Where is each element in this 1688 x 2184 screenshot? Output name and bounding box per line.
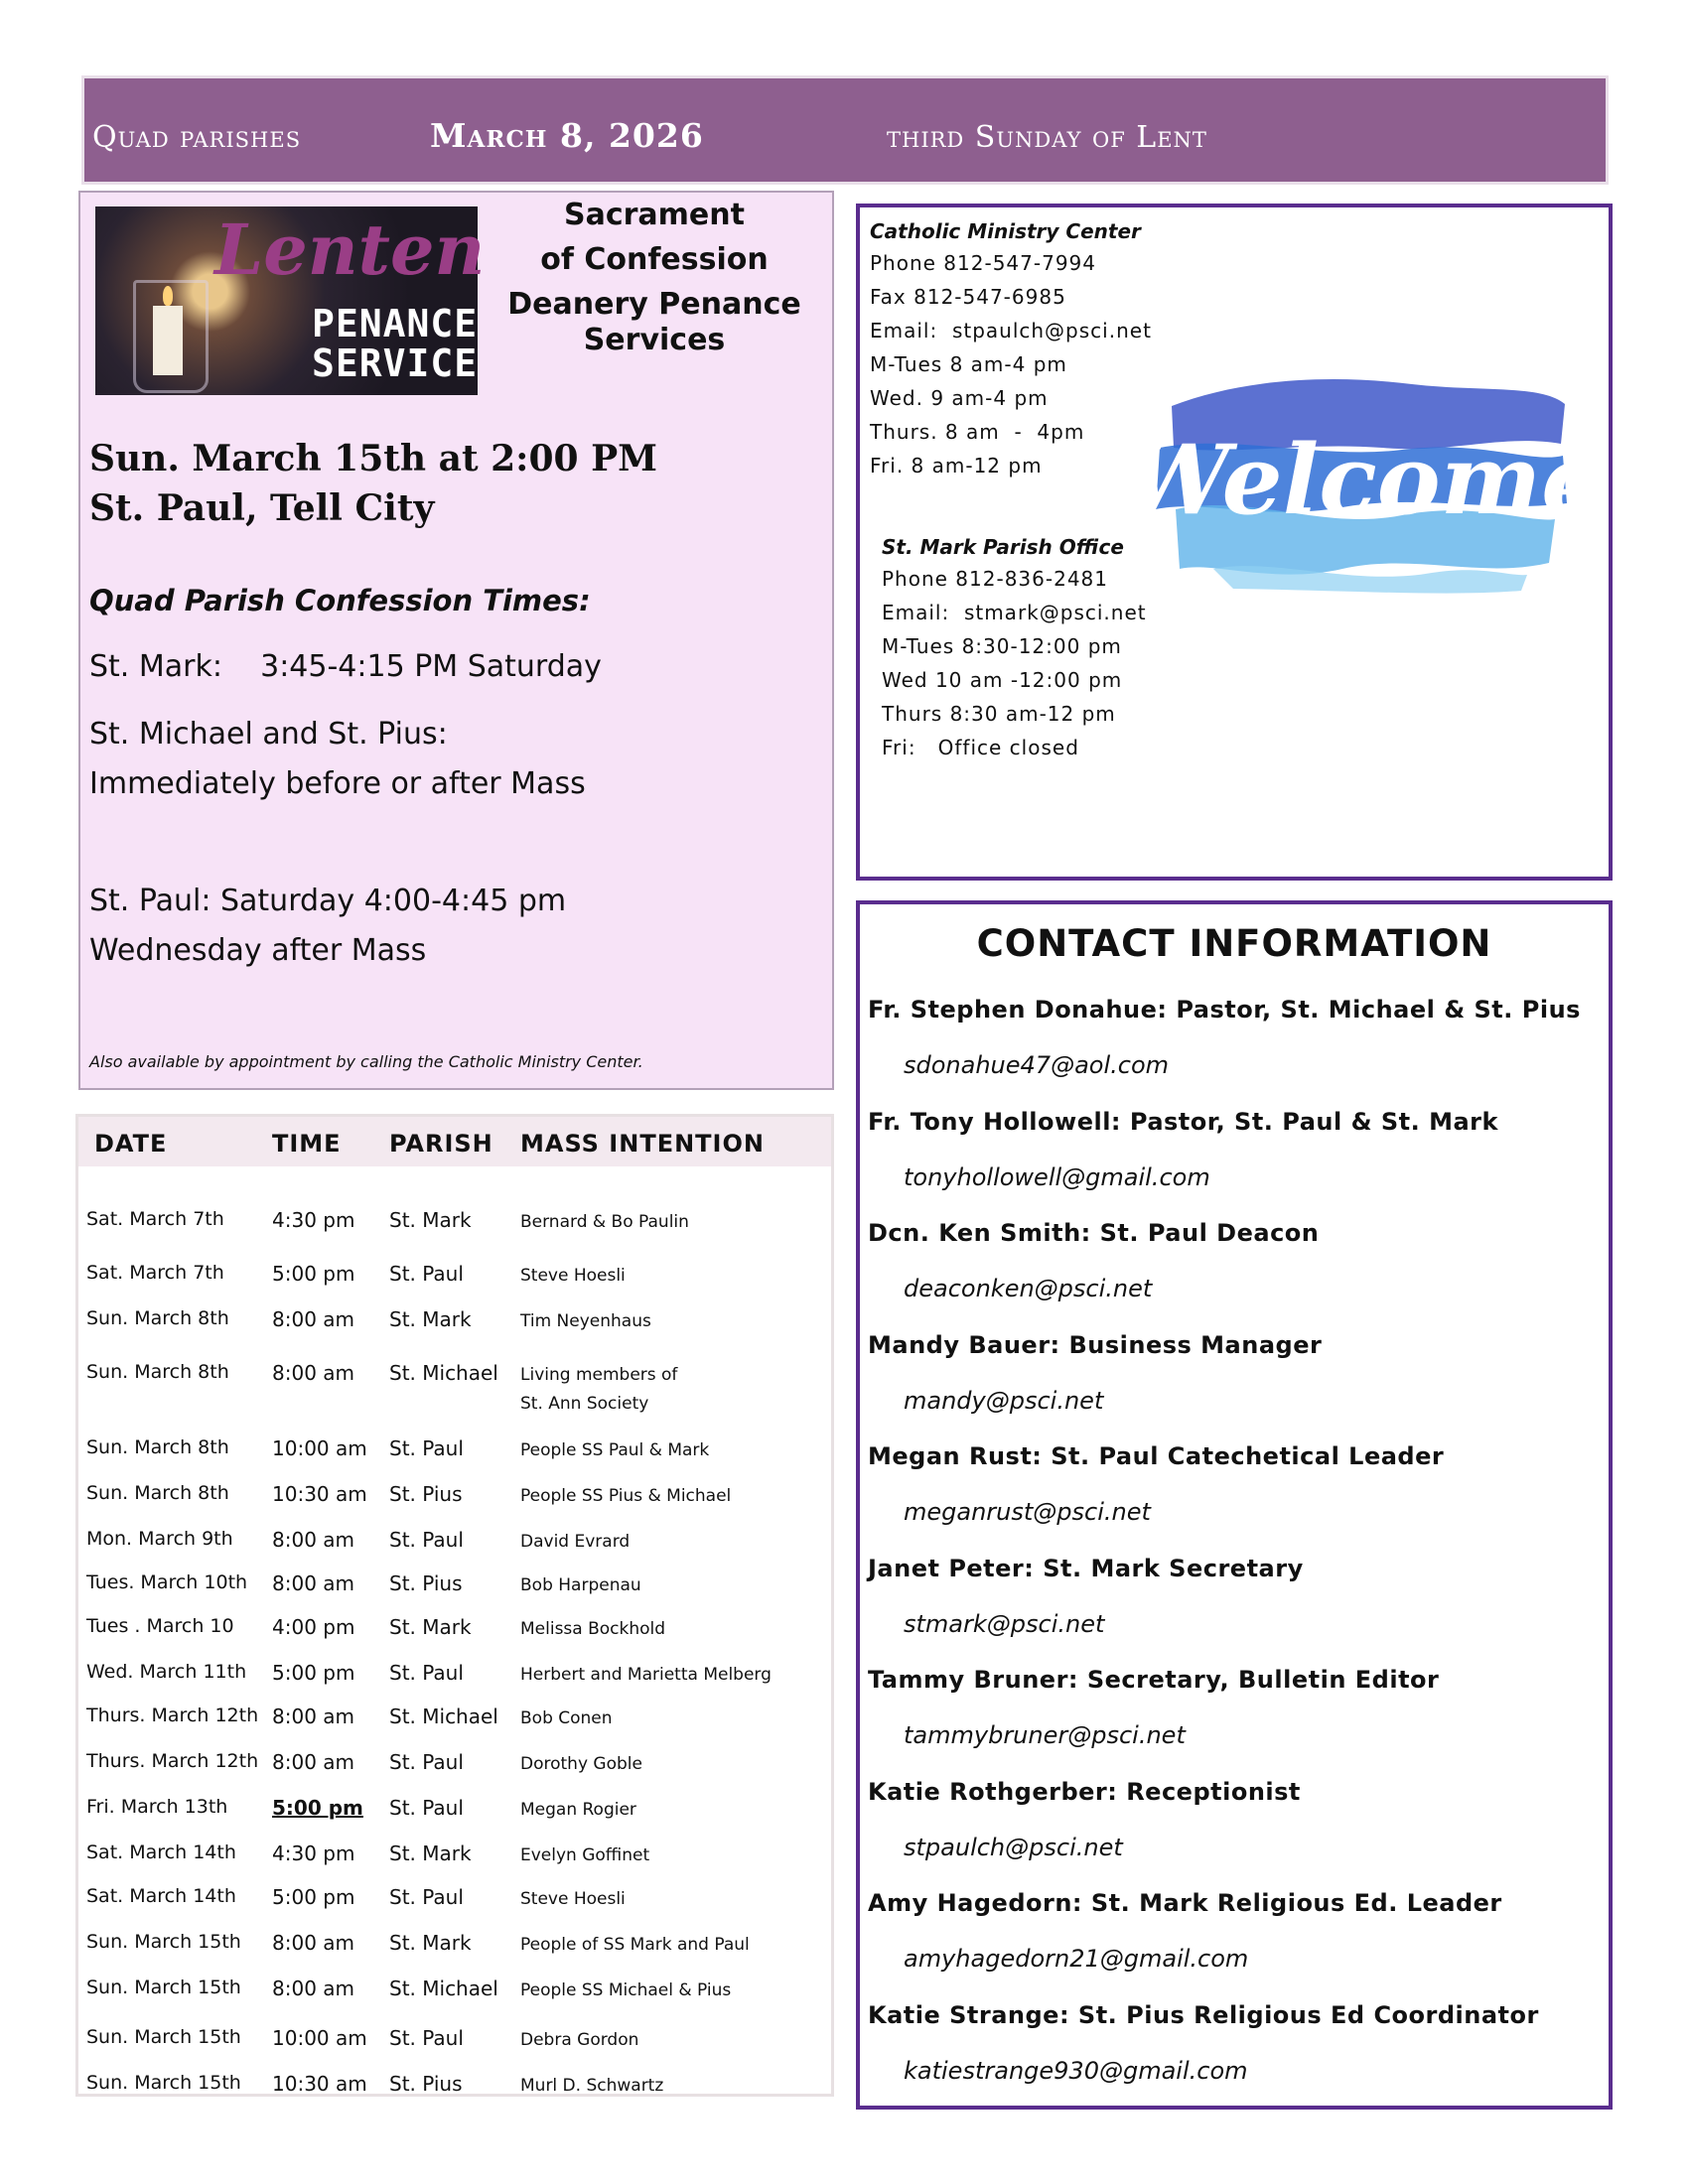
cmc-title: Catholic Ministry Center (870, 219, 1141, 243)
row-parish: St. Mark (389, 1307, 472, 1331)
row-date: Thurs. March 12th (86, 1705, 259, 1726)
cmc-line: Phone 812-547-7994 (870, 251, 1096, 275)
bulletin-date: March 8, 2026 (430, 116, 704, 155)
row-intention: Dorothy Goble (520, 1754, 642, 1774)
header-banner (81, 75, 1609, 185)
row-date: Sat. March 7th (86, 1262, 224, 1284)
row-time: 10:30 am (272, 2072, 367, 2096)
row-intention: Bernard & Bo Paulin (520, 1212, 689, 1232)
row-parish: St. Pius (389, 2072, 463, 2096)
table-row (78, 1307, 831, 1337)
cmc-line: Wed. 9 am-4 pm (870, 386, 1049, 410)
st-mark-office-line: Fri: Office closed (882, 736, 1079, 759)
heading-line-2: of Confession (540, 242, 769, 277)
row-parish: St. Paul (389, 1262, 464, 1286)
contact-name: Fr. Tony Hollowell: Pastor, St. Paul & St. Mark (868, 1107, 1498, 1136)
table-row (78, 1705, 831, 1734)
row-date: Sun. March 15th (86, 1977, 241, 1998)
contact-name: Mandy Bauer: Business Manager (868, 1330, 1323, 1359)
row-date: Fri. March 13th (86, 1796, 228, 1818)
st-mark-office-line: Thurs 8:30 am-12 pm (882, 702, 1116, 726)
row-date: Sun. March 8th (86, 1307, 229, 1329)
row-date: Sun. March 8th (86, 1361, 229, 1383)
row-intention-line-2: St. Ann Society (520, 1394, 649, 1414)
row-date: Sun. March 15th (86, 1931, 241, 1953)
michael-pius-confession-1: St. Michael and St. Pius: (89, 717, 448, 751)
row-time: 4:30 pm (272, 1208, 355, 1232)
table-row (78, 1977, 831, 2006)
table-row (78, 2026, 831, 2056)
table-row (78, 1482, 831, 1512)
row-intention: Evelyn Goffinet (520, 1845, 650, 1865)
table-row (78, 1615, 831, 1645)
table-row (78, 1571, 831, 1601)
row-time: 8:00 am (272, 1750, 355, 1774)
row-intention: Tim Neyenhaus (520, 1311, 651, 1331)
st-mark-office-line: Phone 812-836-2481 (882, 567, 1108, 591)
cmc-line: Email: stpaulch@psci.net (870, 319, 1152, 342)
row-parish: St. Paul (389, 1750, 464, 1774)
parishes-label: Quad parishes (92, 120, 302, 155)
st-mark-office-title: St. Mark Parish Office (882, 535, 1124, 559)
row-parish: St. Pius (389, 1482, 463, 1506)
contact-name: Katie Strange: St. Pius Religious Ed Coordinator (868, 2000, 1539, 2029)
row-intention: People SS Michael & Pius (520, 1980, 732, 2000)
row-intention: Herbert and Marietta Melberg (520, 1665, 772, 1685)
contact-email-link[interactable]: tammybruner@psci.net (904, 1721, 1186, 1749)
confession-box (78, 191, 834, 1090)
row-date: Sun. March 8th (86, 1436, 229, 1458)
st-mark-office-line: Wed 10 am -12:00 pm (882, 668, 1123, 692)
heading-line-4: Services (583, 323, 726, 357)
penance-service-when: Sun. March 15th at 2:00 PM (89, 438, 657, 479)
row-parish: St. Michael (389, 1361, 498, 1385)
header-date: DATE (94, 1130, 168, 1158)
row-date: Sat. March 14th (86, 1842, 236, 1863)
contact-email-link[interactable]: amyhagedorn21@gmail.com (904, 1945, 1249, 1973)
contact-email-link[interactable]: stpaulch@psci.net (904, 1833, 1123, 1861)
row-date: Tues. March 10th (86, 1571, 248, 1593)
row-date: Sun. March 15th (86, 2072, 241, 2094)
header-intention: MASS INTENTION (520, 1130, 765, 1158)
contact-title: CONTACT INFORMATION (976, 922, 1492, 965)
row-parish: St. Paul (389, 1661, 464, 1685)
row-intention: Melissa Bockhold (520, 1619, 666, 1639)
row-parish: St. Paul (389, 1796, 464, 1820)
flame-icon (163, 286, 173, 306)
row-parish: St. Mark (389, 1208, 472, 1232)
row-intention (520, 1361, 677, 1419)
row-date: Thurs. March 12th (86, 1750, 259, 1772)
row-intention: Steve Hoesli (520, 1889, 626, 1909)
header-time: TIME (272, 1130, 342, 1158)
office-hours-box (856, 204, 1613, 881)
row-time: 10:00 am (272, 2026, 367, 2050)
row-time: 8:00 am (272, 1361, 355, 1385)
row-intention: David Evrard (520, 1532, 631, 1552)
row-time: 8:00 am (272, 1931, 355, 1955)
row-parish: St. Mark (389, 1615, 472, 1639)
row-date: Sun. March 15th (86, 2026, 241, 2048)
row-parish: St. Paul (389, 1436, 464, 1460)
table-row (78, 1796, 831, 1826)
heading-line-3: Deanery Penance (507, 287, 801, 322)
table-row (78, 2072, 831, 2102)
contact-email-link[interactable]: mandy@psci.net (904, 1386, 1104, 1415)
row-intention: People SS Paul & Mark (520, 1440, 710, 1460)
row-parish: St. Paul (389, 2026, 464, 2050)
row-date: Tues . March 10 (86, 1615, 234, 1637)
row-intention: Bob Harpenau (520, 1575, 641, 1595)
row-time: 5:00 pm (272, 1885, 355, 1909)
contact-email-link[interactable]: katiestrange930@gmail.com (904, 2056, 1248, 2085)
row-date: Sun. March 8th (86, 1482, 229, 1504)
table-row (78, 1262, 831, 1292)
row-parish: St. Pius (389, 1571, 463, 1595)
table-row (78, 1528, 831, 1558)
contact-email-link[interactable]: deaconken@psci.net (904, 1275, 1153, 1302)
penance-service-details (89, 434, 657, 533)
row-intention: Debra Gordon (520, 2030, 639, 2050)
cmc-line: Fax 812-547-6985 (870, 285, 1066, 309)
row-intention: Murl D. Schwartz (520, 2076, 664, 2096)
row-time: 5:00 pm (272, 1262, 355, 1286)
row-parish: St. Mark (389, 1931, 472, 1955)
sacrament-heading (495, 193, 813, 357)
row-time: 5:00 pm (272, 1796, 363, 1820)
row-time: 10:00 am (272, 1436, 367, 1460)
cmc-line: Fri. 8 am-12 pm (870, 454, 1043, 478)
table-row (78, 1361, 831, 1414)
st-paul-confession-2: Wednesday after Mass (89, 933, 427, 968)
table-row (78, 1208, 831, 1238)
row-parish: St. Michael (389, 1977, 498, 2000)
row-time: 4:00 pm (272, 1615, 355, 1639)
row-time: 10:30 am (272, 1482, 367, 1506)
row-date: Wed. March 11th (86, 1661, 247, 1683)
st-paul-confession-1: St. Paul: Saturday 4:00-4:45 pm (89, 884, 567, 918)
sunday-label: third Sunday of Lent (887, 120, 1207, 155)
confession-times-title: Quad Parish Confession Times: (89, 584, 591, 617)
row-time: 5:00 pm (272, 1661, 355, 1685)
row-date: Sat. March 7th (86, 1208, 224, 1230)
contact-email-link[interactable]: stmark@psci.net (904, 1609, 1105, 1638)
row-parish: St. Paul (389, 1885, 464, 1909)
welcome-image (1122, 364, 1603, 595)
row-time: 8:00 am (272, 1528, 355, 1552)
row-intention: People of SS Mark and Paul (520, 1935, 750, 1955)
table-row (78, 1436, 831, 1466)
table-row (78, 1661, 831, 1691)
table-row (78, 1750, 831, 1780)
image-word-penance: PENANCE (312, 302, 479, 345)
contact-email-link[interactable]: tonyhollowell@gmail.com (904, 1162, 1210, 1191)
welcome-text: Welcome (1122, 424, 1603, 536)
row-parish: St. Mark (389, 1842, 472, 1865)
row-date: Sat. March 14th (86, 1885, 236, 1907)
header-parish: PARISH (389, 1130, 493, 1158)
row-intention: People SS Pius & Michael (520, 1486, 732, 1506)
contact-name: Amy Hagedorn: St. Mark Religious Ed. Leader (868, 1889, 1502, 1917)
image-word-service: SERVICE (312, 341, 479, 385)
st-mark-confession: St. Mark: 3:45-4:15 PM Saturday (89, 649, 602, 684)
row-date: Mon. March 9th (86, 1528, 233, 1550)
contact-name: Fr. Stephen Donahue: Pastor, St. Michael & St. Pius (868, 996, 1581, 1024)
contact-name: Megan Rust: St. Paul Catechetical Leader (868, 1442, 1445, 1470)
row-intention: Bob Conen (520, 1708, 613, 1728)
table-header (78, 1117, 831, 1166)
st-mark-office-line: M-Tues 8:30-12:00 pm (882, 634, 1122, 658)
row-time: 8:00 am (272, 1571, 355, 1595)
contact-information-box (856, 900, 1613, 2110)
mass-schedule-table (75, 1114, 834, 2097)
table-row (78, 1842, 831, 1871)
table-row (78, 1885, 831, 1915)
appointment-note: Also available by appointment by calling the Catholic Ministry Center. (89, 1052, 643, 1071)
contact-name: Janet Peter: St. Mark Secretary (868, 1554, 1304, 1582)
contact-name: Tammy Bruner: Secretary, Bulletin Editor (868, 1666, 1440, 1694)
michael-pius-confession-2: Immediately before or after Mass (89, 766, 586, 801)
candle-icon (153, 306, 183, 375)
contact-name: Katie Rothgerber: Receptionist (868, 1777, 1301, 1806)
row-time: 8:00 am (272, 1977, 355, 2000)
st-mark-office-line: Email: stmark@psci.net (882, 601, 1147, 624)
contact-email-link[interactable]: sdonahue47@aol.com (904, 1051, 1170, 1079)
row-intention-line-1: Living members of (520, 1365, 678, 1385)
row-parish: St. Michael (389, 1705, 498, 1728)
row-parish: St. Paul (389, 1528, 464, 1552)
cmc-line: M-Tues 8 am-4 pm (870, 352, 1067, 376)
lenten-penance-image (95, 206, 486, 395)
row-time: 8:00 am (272, 1705, 355, 1728)
image-title-penance (312, 304, 478, 383)
row-intention: Steve Hoesli (520, 1266, 626, 1286)
cmc-line: Thurs. 8 am - 4pm (870, 420, 1085, 444)
contact-email-link[interactable]: meganrust@psci.net (904, 1498, 1151, 1526)
row-intention: Megan Rogier (520, 1800, 636, 1820)
heading-line-1: Sacrament (564, 198, 745, 232)
row-time: 4:30 pm (272, 1842, 355, 1865)
row-time: 8:00 am (272, 1307, 355, 1331)
table-row (78, 1931, 831, 1961)
penance-service-where: St. Paul, Tell City (89, 487, 435, 529)
contact-name: Dcn. Ken Smith: St. Paul Deacon (868, 1219, 1320, 1247)
image-title-lenten: Lenten (214, 208, 486, 291)
